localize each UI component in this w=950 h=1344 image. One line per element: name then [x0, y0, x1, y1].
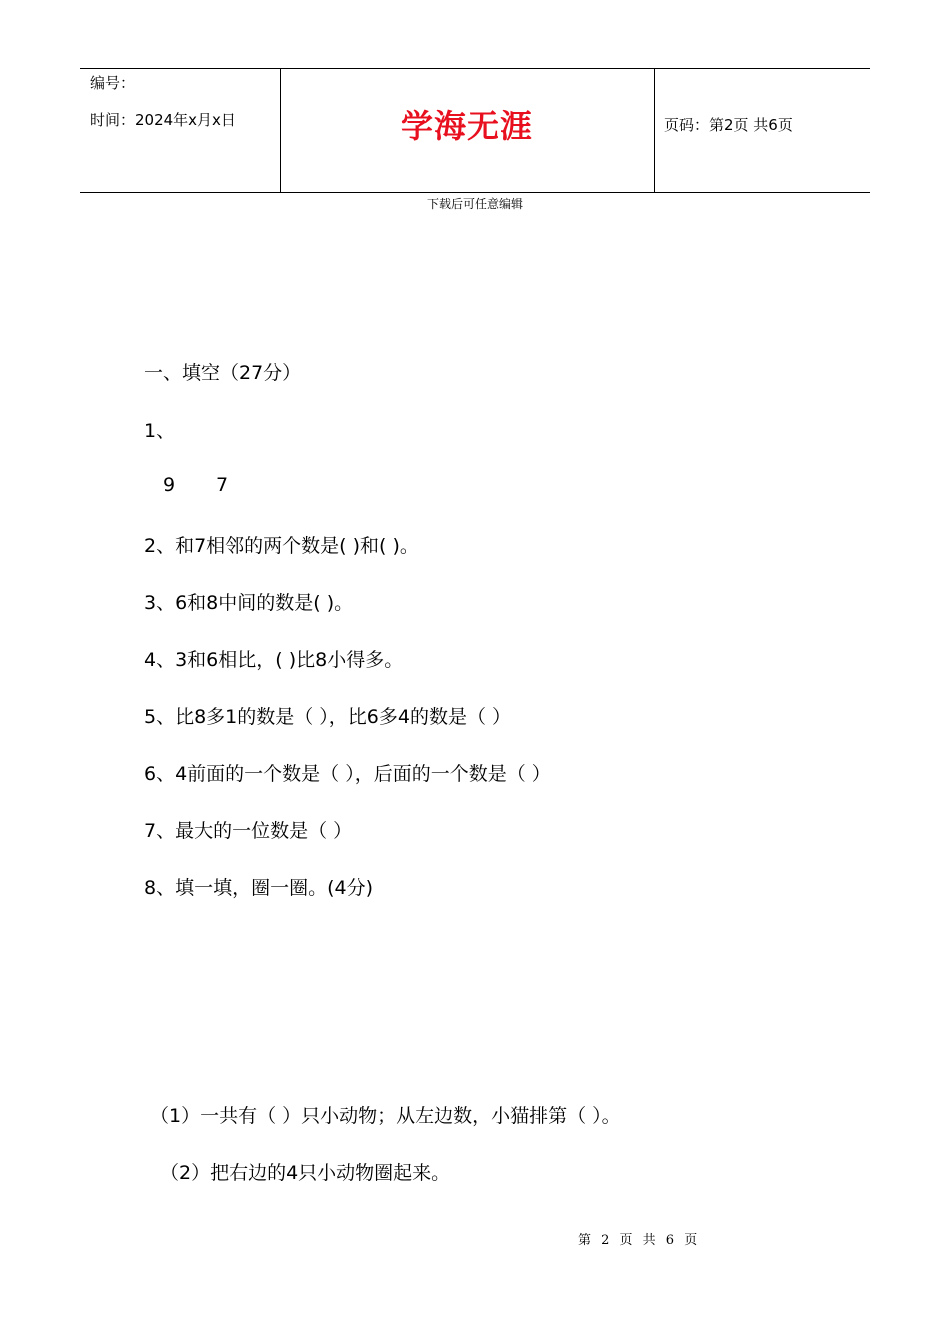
header-time-label: 时间：2024年x月x日 [90, 111, 236, 129]
section-title: 一、填空（27分） [144, 362, 302, 384]
header-page-label: 页码：第2页 共6页 [664, 116, 793, 134]
page-footer: 第 2 页 共 6 页 [578, 1233, 701, 1248]
header-brand-title: 学海无涯 [400, 107, 533, 145]
question-1-label: 1、 [144, 420, 176, 442]
question-8-sub-1: （1）一共有（ ）只小动物；从左边数，小猫排第（ ）。 [150, 1105, 621, 1127]
header-divider-right [654, 69, 655, 192]
question-5: 5、比8多1的数是（ ），比6多4的数是（ ） [144, 706, 512, 728]
header-table [80, 68, 870, 193]
question-4: 4、3和6相比，( )比8小得多。 [144, 649, 404, 671]
question-1-number-first: 9 [163, 474, 176, 496]
question-7: 7、最大的一位数是（ ） [144, 820, 353, 842]
question-8-sub-2: （2）把右边的4只小动物圈起来。 [160, 1162, 451, 1184]
question-6: 6、4前面的一个数是（ ），后面的一个数是（ ） [144, 763, 551, 785]
question-8: 8、填一填，圈一圈。(4分) [144, 877, 374, 899]
question-3: 3、6和8中间的数是( )。 [144, 592, 354, 614]
download-note: 下载后可任意编辑 [426, 197, 523, 211]
header-number-label: 编号： [90, 74, 136, 92]
question-2: 2、和7相邻的两个数是( )和( )。 [144, 535, 419, 557]
question-1-number-second: 7 [216, 474, 229, 496]
